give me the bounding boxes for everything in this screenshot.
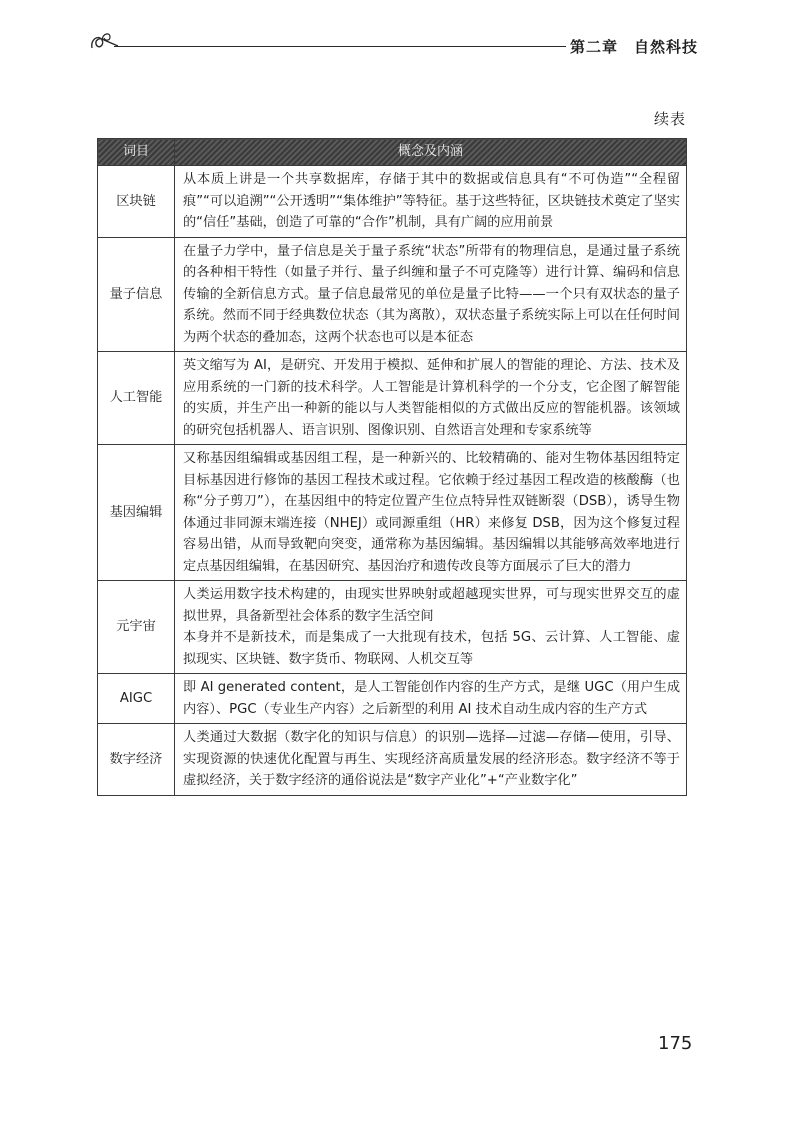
column-header-term: 词目 <box>98 139 175 166</box>
term-cell: 基因编辑 <box>98 445 175 581</box>
table-header-row <box>98 139 687 166</box>
term-cell: 人工智能 <box>98 352 175 445</box>
definition-cell <box>175 445 687 581</box>
definition-paragraph: 又称基因组编辑或基因组工程，是一种新兴的、比较精确的、能对生物体基因组特定目标基因进行修饰的基因工程技术或过程。它依赖于经过基因工程改造的核酸酶（也称“分子剪刀”），在基因组中的特定位置产生位点特异性双链断裂（DSB），诱导生物体通过非同源末端连接（NHEJ）或同源重组（HR）来修复 DSB，因为这个修复过程容易出错，从而导致靶向突变，通常称为基因编辑。基因编辑以其能够高效率地进行定点基因组编辑，在基因研究、基因治疗和遗传改良等方面展示了巨大的潜力 <box>183 451 680 574</box>
definition-cell <box>175 724 687 796</box>
term-cell: 数字经济 <box>98 724 175 796</box>
definition-cell <box>175 352 687 445</box>
table-row <box>98 581 687 674</box>
definition-paragraph: 即 AI generated content，是人工智能创作内容的生产方式，是继 UGC（用户生成内容）、PGC（专业生产内容）之后新型的利用 AI 技术自动生成内容的生产方式 <box>183 680 681 717</box>
page-number: 175 <box>658 1033 693 1054</box>
definition-cell <box>175 674 687 724</box>
definition-paragraph: 英文缩写为 AI，是研究、开发用于模拟、延伸和扩展人的智能的理论、方法、技术及应用系统的一门新的技术科学。人工智能是计算机科学的一个分支，它企图了解智能的实质，并生产出一种新的能以与人类智能相似的方式做出反应的智能机器。该领域的研究包括机器人、语言识别、图像识别、自然语言处理和专家系统等 <box>183 358 680 438</box>
table-row <box>98 674 687 724</box>
definition-paragraph: 人类运用数字技术构建的，由现实世界映射或超越现实世界，可与现实世界交互的虚拟世界，具备新型社会体系的数字生活空间 <box>183 587 680 624</box>
definition-cell <box>175 237 687 352</box>
definition-cell <box>175 581 687 674</box>
table-row <box>98 352 687 445</box>
vine-flourish-icon <box>88 28 122 58</box>
header-rule <box>114 46 566 47</box>
column-header-definition: 概念及内涵 <box>175 139 687 166</box>
table-row <box>98 166 687 238</box>
table-row <box>98 445 687 581</box>
glossary-table <box>97 138 687 796</box>
chapter-title: 第二章 自然科技 <box>570 38 699 56</box>
term-cell: 元宇宙 <box>98 581 175 674</box>
term-cell: 量子信息 <box>98 237 175 352</box>
running-header <box>88 28 700 58</box>
term-cell: 区块链 <box>98 166 175 238</box>
definition-paragraph: 本身并不是新技术，而是集成了一大批现有技术，包括 5G、云计算、人工智能、虚拟现实、区块链、数字货币、物联网、人机交互等 <box>183 630 680 667</box>
definition-paragraph: 在量子力学中，量子信息是关于量子系统“状态”所带有的物理信息，是通过量子系统的各种相干特性（如量子并行、量子纠缠和量子不可克隆等）进行计算、编码和信息传输的全新信息方式。量子信息最常见的单位是量子比特——一个只有双状态的量子系统。然而不同于经典数位状态（其为离散），双状态量子系统实际上可以在任何时间为两个状态的叠加态，这两个状态也可以是本征态 <box>183 243 680 345</box>
definition-paragraph: 从本质上讲是一个共享数据库，存储于其中的数据或信息具有“不可伪造”“全程留痕”“可以追溯”“公开透明”“集体维护”等特征。基于这些特征，区块链技术奠定了坚实的“信任”基础，创造了可靠的“合作”机制，具有广阔的应用前景 <box>183 172 680 230</box>
table-row <box>98 724 687 796</box>
continued-label: 续表 <box>653 110 686 128</box>
table-row <box>98 237 687 352</box>
term-cell: AIGC <box>98 674 175 724</box>
definition-cell <box>175 166 687 238</box>
definition-paragraph: 人类通过大数据（数字化的知识与信息）的识别—选择—过滤—存储—使用，引导、实现资源的快速优化配置与再生、实现经济高质量发展的经济形态。数字经济不等于虚拟经济，关于数字经济的通俗说法是“数字产业化”+“产业数字化” <box>183 730 680 788</box>
